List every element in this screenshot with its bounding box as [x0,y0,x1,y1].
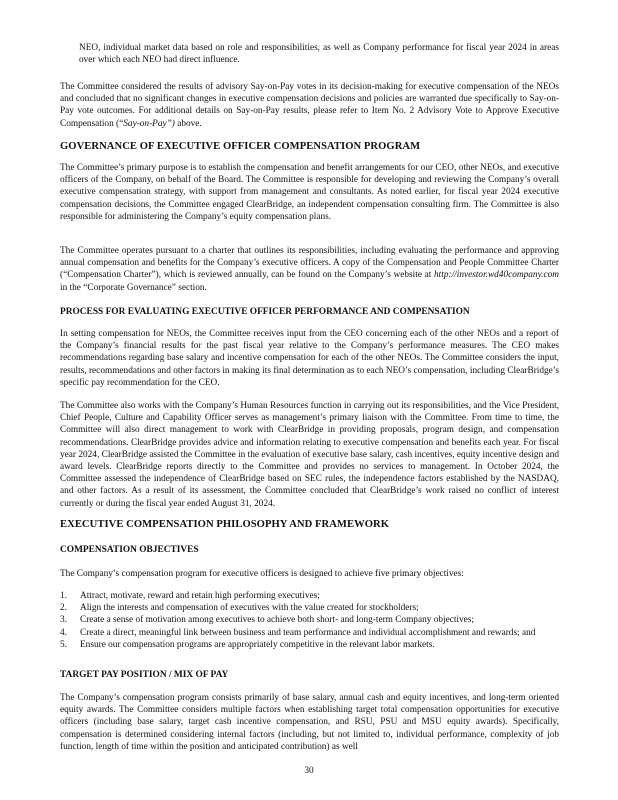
say-on-pay-italic: Say-on-Pay”) [123,118,175,129]
list-item: 5. Ensure our compensation programs are appropriately competitive in the relevant labor markets. [60,639,435,650]
page-number: 30 [304,766,314,776]
target-pay-paragraph: The Company’s compensation program consists primarily of base salary, annual cash and equity incentives, and long-term oriented equity awards. The Committee considers multiple factors when establishing target total compensation opportunities for executive officers (including base salary, target cash incentive compensation, and RSU, PSU and MSU equity awards). Specifically, compensation is determined considering internal factors (including, but not limited to, individual performance, complexity of job function, length of time within the position and anticipated contribution) as well [60,693,559,752]
governance-p2-after: in the “Corporate Governance” section. [60,282,207,293]
objectives-list [60,590,559,651]
say-on-pay-paragraph [60,81,559,130]
process-paragraph-2: The Committee also works with the Company’s Human Resources function in carrying out its responsibilities, and the Vice President, Chief People, Culture and Capability Officer serves as management’s primary liaison with the Committee. From time to time, the Committee will also direct management to work with ClearBridge in providing proposals, program design, and compensation recommendations. ClearBridge provides advice and information relating to executive compensation and benefits each year. For fiscal year 2024, ClearBridge assisted the Committee in the evaluation of executive base salary, cash incentives, equity incentive design and award levels. ClearBridge reports directly to the Committee and provides no services to management. In October 2024, the Committee assessed the independence of ClearBridge based on SEC rules, the independence factors established by the NASDAQ, and other factors. As a result of its assessment, the Committee concluded that ClearBridge’s work raised no conflict of interest currently or during the fiscal year ended August 31, 2024. [60,401,559,509]
list-item: 1. Attract, motivate, reward and retain high performing executives; [60,591,320,601]
list-item: 2. Align the interests and compensation of executives with the value created for stockholders; [60,603,419,614]
objectives-heading: COMPENSATION OBJECTIVES [60,545,199,555]
process-heading: PROCESS FOR EVALUATING EXECUTIVE OFFICER PERFORMANCE AND COMPENSATION [60,307,470,317]
governance-p2-before: The Committee operates pursuant to a charter that outlines its responsibilities, including evaluating the performance and approving annual compensation and benefits for the Company’s executive officers. A copy of the Compensation and People Committee Charter (“Compensation Charter”), which is reviewed annually, can be found on the Company’s website at [60,246,559,281]
objectives-intro: The Company’s compensation program for executive officers is designed to achieve five primary objectives: [60,569,464,579]
governance-paragraph-1: The Committee’s primary purpose is to establish the compensation and benefit arrangements for our CEO, other NEOs, and executive officers of the Company, on behalf of the Board. The Committee is responsible for developing and reviewing the Company’s overall executive compensation strategy, with support from management and consultants. As noted earlier, for fiscal year 2024 executive compensation decisions, the Committee engaged ClearBridge, an independent compensation consulting firm. The Committee is also responsible for administering the Company’s equity compensation plans. [60,163,559,222]
target-pay-heading: TARGET PAY POSITION / MIX OF PAY [60,670,229,680]
list-item: 4. Create a direct, meaningful link between business and team performance and individual accomplishment and rewards; and [60,627,536,638]
governance-heading: GOVERNANCE OF EXECUTIVE OFFICER COMPENSATION PROGRAM [60,141,421,152]
process-paragraph-1: In setting compensation for NEOs, the Committee receives input from the CEO concerning each of the other NEOs and a report of the Company’s financial results for the past fiscal year relative to the Company’s performance measures. The CEO makes recommendations regarding base salary and incentive compensation for each of the other NEOs. The Committee considers the input, results, recommendations and other factors in making its final determination as to each NEO’s compensation, including ClearBridge’s specific pay recommendation for the CEO. [60,329,559,388]
philosophy-heading: EXECUTIVE COMPENSATION PHILOSOPHY AND FRAMEWORK [60,519,390,530]
governance-paragraph-2 [60,245,559,294]
say-on-pay-text: The Committee considered the results of advisory Say-on-Pay votes in its decision-making for executive compensation of the NEOs and concluded that no significant changes in executive compensation decisions and policies are warranted due specifically to Say-on-Pay vote outcomes. For additional details on Say-on-Pay results, please refer to Item No. 2 Advisory Vote to Approve Executive Compensation (“ [60,82,559,129]
intro-continuation: NEO, individual market data based on role and responsibilities, as well as Company performance for fiscal year 2024 in areas over which each NEO had direct influence. [79,43,559,66]
list-item: 3. Create a sense of motivation among executives to achieve both short- and long-term Company objectives; [60,615,474,626]
investor-website-link[interactable]: http://investor.wd40company.com [434,270,559,281]
say-on-pay-tail: above. [174,118,202,129]
